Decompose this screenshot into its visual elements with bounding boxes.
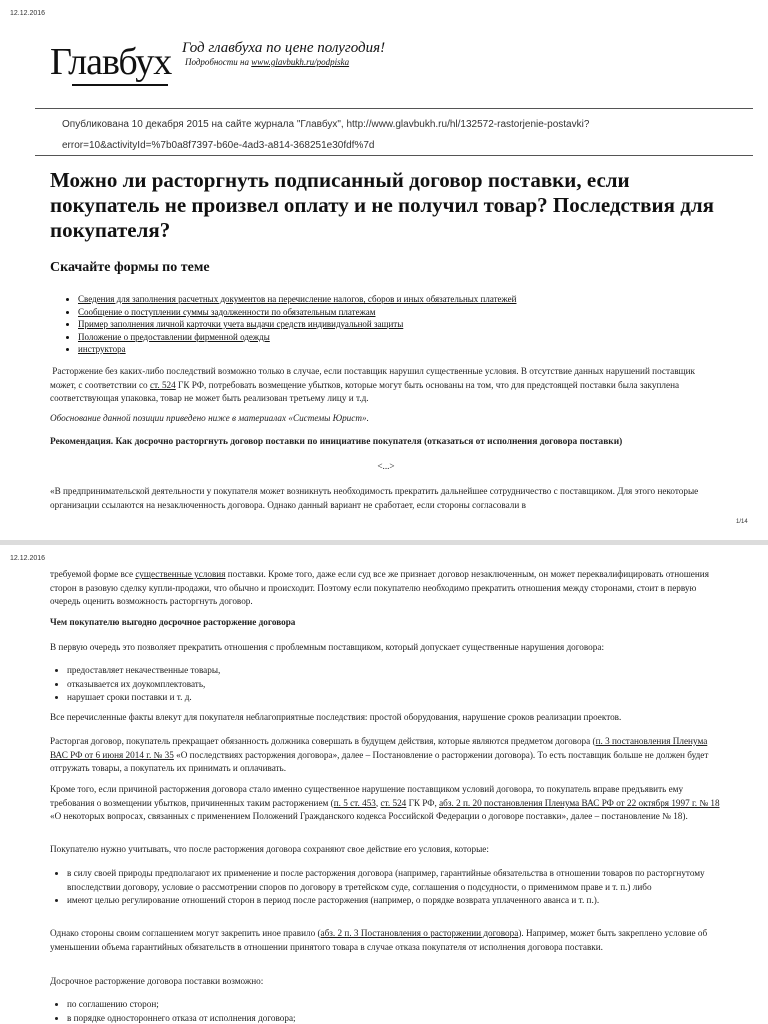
list-item: • по соглашению сторон; (67, 998, 717, 1012)
law-link[interactable]: абз. 2 п. 20 постановления Пленума ВАС РФ от 22 октября 1997 г. № 18 (439, 797, 720, 808)
text: Расторгая договор, покупатель прекращает обязанность должника совершать в будущем действия, которые являются предметом договора ( (50, 736, 596, 746)
print-date: 12.12.2016 (10, 555, 46, 562)
paragraph (50, 365, 722, 406)
list-item (78, 293, 516, 306)
page-2 (0, 545, 768, 1024)
law-link[interactable]: п. 3 постановления Пленума ВАС РФ от 6 июня 2014 г. № 35 (50, 736, 708, 760)
form-link[interactable]: Сообщение о поступлении суммы задолженности по обязательным платежам (78, 306, 376, 317)
promo-title: Год главбуха по цене полугодия! (182, 40, 386, 56)
paragraph (50, 735, 722, 776)
form-link[interactable]: инструктора (78, 344, 126, 354)
text: требуемой форме все (50, 569, 136, 579)
list-item: • предоставляет некачественные товары, (67, 664, 717, 678)
paragraph (50, 783, 722, 824)
paragraph: Досрочное расторжение договора поставки возможно: (50, 976, 264, 986)
text: Однако стороны своим соглашением могут закрепить иное правило ( (50, 928, 321, 938)
text: Расторжение без каких-либо последствий возможно только в случае, если поставщик нарушил существенные условия. В отсутствие данных нарушений поставщик может, с соответствии со (50, 366, 695, 390)
form-link[interactable]: Пример заполнения личной карточки учета выдачи средств индивидуальной защиты (78, 319, 404, 329)
divider (35, 155, 753, 156)
subheading: Чем покупателю выгодно досрочное расторжение договора (50, 617, 296, 627)
text: «О последствиях расторжения договора», далее – Постановление о расторжении договора). То есть поставщик больше не должен будет отгружать товары, а покупатель их принимать и оплачивать. (50, 749, 709, 773)
forms-list (78, 293, 516, 356)
text: , (375, 797, 381, 808)
paragraph: Все перечисленные факты влекут для покупателя неблагоприятные последствия: простой оборудования, нарушение сроков реализации проектов. (50, 712, 622, 722)
violations-list (67, 664, 717, 705)
forms-heading: Скачайте формы по теме (50, 260, 210, 275)
law-link[interactable]: п. 5 ст. 453 (333, 797, 376, 808)
publication-info (62, 114, 742, 156)
form-link[interactable]: Сведения для заполнения расчетных документов на перечисление налогов, сборов и иных обязательных платежей (78, 294, 517, 304)
paragraph: В первую очередь это позволяет прекратить отношения с проблемным поставщиком, который допускает существенные нарушения договора: (50, 642, 604, 652)
paragraph: Покупателю нужно учитывать, что после расторжения договора сохраняют свое действие его условия, которые: (50, 844, 489, 854)
list-item: • в порядке одностороннего отказа от исполнения договора; (67, 1012, 717, 1024)
conditions-list (67, 867, 717, 908)
recommendation-heading: Рекомендация. Как досрочно расторгнуть договор поставки по инициативе покупателя (отказаться от исполнения договора поставки) (50, 437, 623, 447)
list-item (78, 331, 516, 344)
list-item (78, 318, 516, 331)
list-item: • имеют целью регулирование отношений сторон в период после расторжения (например, о порядке возврата уплаченного аванса и т. п.). (67, 894, 717, 908)
list-item (78, 306, 516, 319)
text: Кроме того, если причиной расторжения договора стало именно существенное нарушение поставщиком условий договора, то покупатель вправе предъявить ему требования о возмещении убытков, причиненных таким расторжением ( (50, 784, 684, 808)
list-item (78, 343, 516, 356)
law-link[interactable]: ст. 524 (380, 797, 407, 808)
page-number: 1/14 (736, 519, 748, 525)
publication-line-2: error=10&activityId=%7b0a8f7397-b60e-4ad3-a814-368251e30fdf%7d (62, 140, 375, 151)
form-link[interactable]: Положение о предоставлении фирменной одежды (78, 331, 270, 342)
promo-subtitle (185, 57, 349, 67)
ellipsis: <...> (377, 461, 395, 471)
law-link[interactable]: существенные условия (135, 569, 226, 579)
text: ). Например, может быть закреплено условие об уменьшении объема гарантийных обязательств в отношении принятого товара в случае отказа покупателя от исполнения договора поставки. (50, 928, 708, 952)
text: ГК РФ, потребовать возмещение убытков, которые могут быть основаны на том, что для предстоящей поставки была закуплена соответствующая упаковка, товар не может быть реализован третьему лицу и т.д. (50, 379, 680, 403)
list-item: • отказывается их доукомплектовать, (67, 678, 717, 692)
list-item: • нарушает сроки поставки и т. д. (67, 691, 717, 705)
divider (35, 108, 753, 109)
glavbukh-logo[interactable] (50, 40, 172, 100)
subscription-link[interactable]: www.glavbukh.ru/podpiska (251, 57, 350, 67)
publication-line-1: Опубликована 10 декабря 2015 на сайте журнала "Главбух", http://www.glavbukh.ru/hl/132572-rastorjenie-postavki? (62, 119, 590, 130)
print-date: 12.12.2016 (10, 10, 46, 17)
paragraph: «В предпринимательской деятельности у покупателя может возникнуть необходимость прекратить дальнейшее сотрудничество с поставщиком. Для этого некоторые организации ссылаются на незаключенность договора. Однако данный вариант не сработает, если стороны согласовали в (50, 486, 699, 510)
list-item: • в силу своей природы предполагают их применение и после расторжения договора (например, гарантийные обязательства в отношении товаров по расторгнутому впоследствии договору, условие о рассмотрении споров по договору в третейском суде, соглашения о подсудности, о применимом праве и т. п.) либо (67, 867, 717, 894)
text: поставки. Кроме того, даже если суд все же признает договор незаключенным, он может переквалифицировать отношения сторон в разовую сделку купли-продажи, что обычно и происходит. Поэтому если покупателю необходимо прекратить отношения между сторонами, стоит в первую очередь оценить возможность расторгнуть договор. (50, 569, 709, 606)
logo-underline (72, 84, 168, 86)
paragraph-basis: Обоснование данной позиции приведено ниже в материалах «Системы Юрист». (50, 413, 369, 423)
paragraph (50, 927, 722, 954)
termination-list (67, 998, 717, 1024)
law-link[interactable]: ст. 524 (149, 379, 176, 390)
logo-text: Главбух (50, 41, 172, 83)
paragraph (50, 568, 722, 609)
law-link[interactable]: абз. 2 п. 3 Постановления о расторжении договора (320, 928, 519, 938)
text: «О некоторых вопросах, связанных с применением Положений Гражданского кодекса Российской Федерации о договоре поставки», далее – постановление № 18). (50, 811, 688, 821)
promo-sub-prefix: Подробности на (185, 57, 252, 67)
text: ГК РФ, (406, 797, 440, 808)
article-title: Можно ли расторгнуть подписанный договор поставки, если покупатель не произвел оплату и не получил товар? Последствия для покупателя? (50, 168, 714, 242)
